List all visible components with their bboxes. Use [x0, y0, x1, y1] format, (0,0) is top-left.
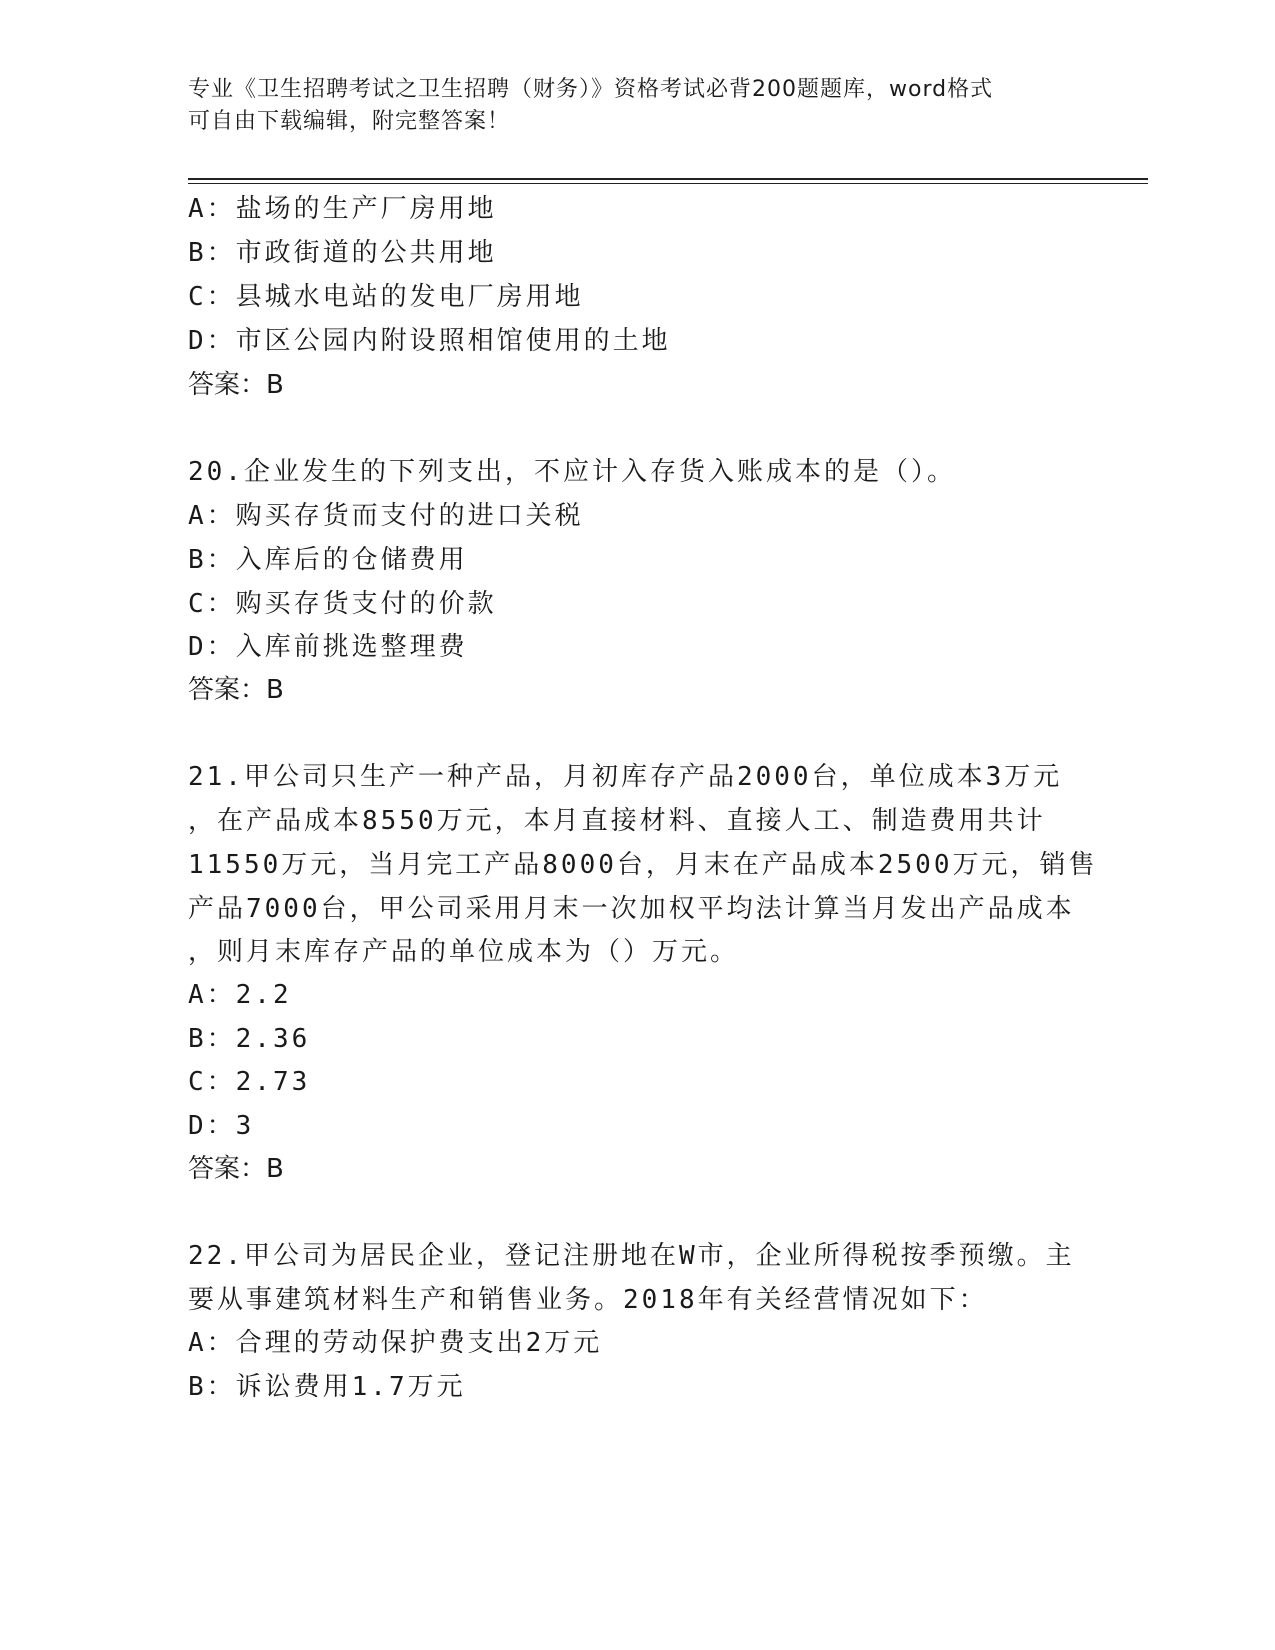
q21-option-a: A：2.2: [188, 980, 292, 1010]
q20-option-b: B：入库后的仓储费用: [188, 545, 468, 575]
header-divider-thin: [188, 183, 1148, 184]
q19-answer: 答案：B: [188, 370, 284, 400]
header-line-2: 可自由下载编辑，附完整答案！: [188, 109, 511, 134]
header-divider-thick: [188, 178, 1148, 180]
document-header: [188, 74, 1068, 138]
q22-stem-line: 22.甲公司为居民企业，登记注册地在W市，企业所得税按季预缴。主: [188, 1241, 1075, 1271]
q19-option-a: A：盐场的生产厂房用地: [188, 194, 497, 224]
q20-option-c: C：购买存货支付的价款: [188, 589, 497, 619]
q21-stem-line: 11550万元，当月完工产品8000台，月末在产品成本2500万元，销售: [188, 850, 1098, 880]
q22-option-b: B：诉讼费用1.7万元: [188, 1372, 466, 1402]
q21-stem-line: 产品7000台，甲公司采用月末一次加权平均法计算当月发出产品成本: [188, 894, 1075, 924]
q20-option-d: D：入库前挑选整理费: [188, 632, 468, 662]
q21-stem-line: 21.甲公司只生产一种产品，月初库存产品2000台，单位成本3万元: [188, 762, 1063, 792]
q21-option-d: D：3: [188, 1111, 255, 1141]
q19-option-b: B：市政街道的公共用地: [188, 238, 497, 268]
q19-option-d: D：市区公园内附设照相馆使用的土地: [188, 326, 671, 356]
q21-answer: 答案：B: [188, 1154, 284, 1184]
q21-stem-line: ，则月末库存产品的单位成本为（）万元。: [188, 937, 740, 967]
q20-option-a: A：购买存货而支付的进口关税: [188, 501, 584, 531]
q22-stem-line: 要从事建筑材料生产和销售业务。2018年有关经营情况如下：: [188, 1285, 988, 1315]
q19-option-c: C：县城水电站的发电厂房用地: [188, 282, 584, 312]
q22-option-a: A：合理的劳动保护费支出2万元: [188, 1328, 603, 1358]
header-line-1: 专业《卫生招聘考试之卫生招聘（财务）》资格考试必背200题题库，word格式: [188, 77, 994, 102]
q20-answer: 答案：B: [188, 675, 284, 705]
q21-option-c: C：2.73: [188, 1067, 311, 1097]
q21-option-b: B：2.36: [188, 1024, 311, 1054]
q21-stem-line: ，在产品成本8550万元，本月直接材料、直接人工、制造费用共计: [188, 806, 1046, 836]
q20-stem: 20.企业发生的下列支出，不应计入存货入账成本的是（）。: [188, 457, 956, 487]
